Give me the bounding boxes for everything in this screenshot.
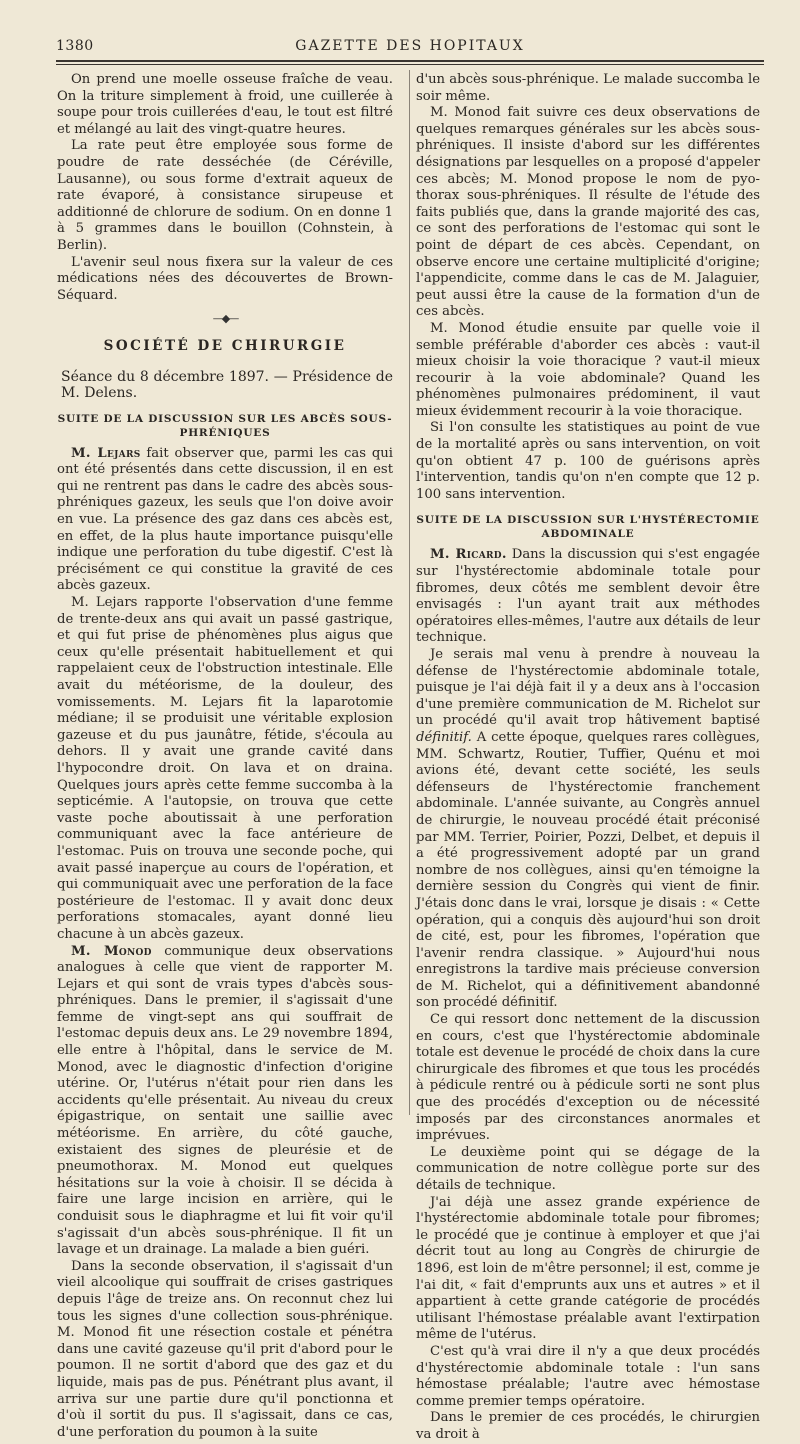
paragraph: Si l'on consulte les statistiques au point de vue de la mortalité après ou sans intervention, on voit qu'on obtient 47 p. 100 de guérisons après l'intervention, tandis qu'on n'en compte que 12 p. 100 sans intervention. [416, 420, 760, 502]
session-line: Séance du 8 décembre 1897. — Présidence de M. Delens. [61, 368, 393, 402]
ornament-separator: —◆— [212, 312, 238, 326]
paragraph [57, 944, 393, 1259]
paragraph: M. Lejars rapporte l'observation d'une femme de trente-deux ans qui avait un passé gastrique, et qui fut prise de phénomènes plus aigus que ceux qu'elle présentait habituellement et qui rappelaient ceux de l'obstruction intestinale. Elle avait du météorisme, de la douleur, des vomissements. M. Lejars fit la laparotomie médiane; il se produisit une véritable explosion gazeuse et du pus jaunâtre, fétide, s'écoula au dehors. Il y avait une grande cavité dans l'hypocondre droit. On lava et on draina. Quelques jours après cette femme succomba à la septicémie. A l'autopsie, on trouva que cette vaste poche aboutissait à une perforation communiquant avec la face antérieure de l'estomac. Puis on trouva une seconde poche, qui avait passé inaperçue au cours de l'opération, et qui communiquait avec une perforation de la face postérieure de l'estomac. Il y avait donc deux perforations stomacales, ayant donné lieu chacune à un abcès gazeux. [57, 595, 393, 942]
paragraph: La rate peut être employée sous forme de poudre de rate desséchée (de Céréville, Lausanne), ou sous forme d'extrait aqueux de rate évaporé, à consistance sirupeuse et additionné de chlorure de sodium. On en donne 1 à 5 grammes dans le bouillon (Cohnstein, à Berlin). [57, 138, 393, 253]
right-column [416, 72, 760, 1444]
paragraph [416, 547, 760, 647]
header-rule-thin [56, 64, 764, 65]
paragraph: L'avenir seul nous fixera sur la valeur de ces médications nées des découvertes de Brown-Séquard. [57, 254, 393, 303]
paragraph-text: A cette époque, quelques rares collègues, MM. Schwartz, Routier, Tuffier, Quénu et moi avions été, devant cette société, les seuls défenseurs de l'hystérectomie franchement abdominale. L'année suivante, au Congrès annuel de chirurgie, le nouveau procédé était préconisé par MM. Terrier, Poirier, Pozzi, Delbet, et depuis il a été progressivement adopté par un grand nombre de nos collègues, ainsi qu'en témoigne la dernière session du Congrès qui vient de finir. J'étais donc dans le vrai, lorsque je disais : « Cette opération, qui a conquis dès aujourd'hui son droit de cité, est, pour les fibromes, l'opération que l'avenir rendra classique. » Aujourd'hui nous enregistrons la tardive mais précieuse conversion de M. Richelot, qui a définitivement abandonné son procédé définitif. [416, 729, 760, 1011]
paragraph-text: fait observer que, parmi les cas qui ont été présentés dans cette discussion, il en est qui ne rentrent pas dans le cadre des abcès sous-phréniques gazeux, les seuls que l'on doive avoir en vue. La présence des gaz dans ces abcès est, en effet, de la plus haute importance puisqu'elle indique une perforation du tube digestif. C'est là précisément ce qui constitue la gravité de ces abcès gazeux. [57, 445, 393, 594]
paragraph: Ce qui ressort donc nettement de la discussion en cours, c'est que l'hystérectomie abdominale totale est devenue le procédé de choix dans la cure chirurgicale des fibromes et que tous les procédés à pédicule rentré ou à pédicule sorti ne sont plus que des procédés d'exception ou de nécessité imposés par des circonstances anormales et imprévues. [416, 1012, 760, 1144]
paragraph: Dans le premier de ces procédés, le chirurgien va droit à [416, 1410, 760, 1442]
paragraph: Le deuxième point qui se dégage de la communication de notre collègue porte sur des détails de technique. [416, 1144, 760, 1193]
speaker-name: M. Lejars [71, 445, 141, 461]
paragraph: Dans la seconde observation, il s'agissait d'un vieil alcoolique qui souffrait de crises gastriques depuis l'âge de treize ans. On reconnut chez lui tous les signes d'une collection sous-phrénique. M. Monod fit une résection costale et pénétra dans une cavité gazeuse qu'il prit d'abord pour le poumon. Il ne sortit d'abord que des gaz et du liquide, mais pas de pus. Pénétrant plus avant, il arriva sur une partie dure qu'il ponctionna et d'où il sortit du pus. Il s'agissait, dans ce cas, d'une perforation du poumon à la suite [57, 1258, 393, 1440]
paragraph-text: Dans la discussion qui s'est engagée sur l'hystérectomie abdominale totale pour fibromes, deux côtés me semblent devoir être envisagés : l'un ayant trait aux méthodes opératoires elles-mêmes, l'autre aux détails de leur technique. [416, 547, 760, 646]
left-column [57, 72, 393, 1441]
page-header [56, 36, 764, 58]
column-divider [409, 70, 410, 1115]
section-title: SOCIÉTÉ DE CHIRURGIE [103, 337, 347, 354]
paragraph: d'un abcès sous-phrénique. Le malade succomba le soir même. [416, 72, 760, 104]
paragraph [57, 446, 393, 595]
paragraph: On prend une moelle osseuse fraîche de veau. On la triture simplement à froid, une cuillerée à soupe pour trois cuillerées d'eau, le tout est filtré et mélangé au lait des vingt-quatre heures. [57, 72, 393, 137]
paragraph: J'ai déjà une assez grande expérience de l'hystérectomie abdominale totale pour fibromes; le procédé que je continue à employer et que j'ai décrit tout au long au Congrès de chirurgie de 1896, est loin de m'être personnel; il est, comme je l'ai dit, « fait d'emprunts aux uns et autres » et il appartient à cette grande catégorie de procédés utilisant l'hémostase préalable avant l'extirpation même de l'utérus. [416, 1194, 760, 1343]
paragraph-text: communique deux observations analogues à celle que vient de rapporter M. Lejars et qui sont de vrais types d'abcès sous-phréniques. Dans le premier, il s'agissait d'une femme de vingt-sept ans qui souffrait de l'estomac depuis deux ans. Le 29 novembre 1894, elle entre à l'hôpital, dans le service de M. Monod, avec le diagnostic d'infection d'origine utérine. Or, l'utérus n'était pour rien dans les accidents qu'elle présentait. Au niveau du creux épigastrique, on sentait une saillie avec météorisme. En arrière, du côté gauche, existaient des signes de pleurésie et de pneumothorax. M. Monod eut quelques hésitations sur la voie à choisir. Il se décida à faire une large incision en arrière, qui le conduisit sous le diaphragme et lui fit voir qu'il s'agissait d'un abcès sous-phrénique. Il fit un lavage et un drainage. La malade a bien guéri. [57, 943, 393, 1258]
subsection-heading: SUITE DE LA DISCUSSION SUR LES ABCÈS SOUS-PHRÉNIQUES [57, 412, 393, 439]
subsection-heading: SUITE DE LA DISCUSSION SUR L'HYSTÉRECTOMIE ABDOMINALE [416, 514, 760, 541]
paragraph-text: Je serais mal venu à prendre à nouveau la défense de l'hystérectomie abdominale totale, puisque je l'ai déjà fait il y a deux ans à l'occasion d'une première communication de M. Richelot sur un procédé qu'il avait trop hâtivement baptisé [416, 647, 760, 729]
speaker-name: M. Ricard. [430, 547, 507, 563]
paragraph [416, 647, 760, 1012]
speaker-name: M. Monod [71, 943, 152, 959]
paragraph: C'est qu'à vrai dire il n'y a que deux procédés d'hystérectomie abdominale totale : l'un sans hémostase préalable; l'autre avec hémostase comme premier temps opératoire. [416, 1343, 760, 1409]
journal-title: GAZETTE DES HOPITAUX [295, 38, 525, 54]
paragraph: M. Monod fait suivre ces deux observations de quelques remarques générales sur les abcès sous-phréniques. Il insiste d'abord sur les différentes désignations par lesquelles on a proposé d'appeler ces abcès; M. Monod propose le nom de pyo-thorax sous-phréniques. Il résulte de l'étude des faits publiés que, dans la grande majorité des cas, ce sont des perforations de l'estomac qui sont le point de départ de ces abcès. Cependant, on observe encore une certaine multiplicité d'origine; l'appendicite, comme dans le cas de M. Jalaguier, peut aussi être la cause de la formation d'un de ces abcès. [416, 105, 760, 320]
paragraph: M. Monod étudie ensuite par quelle voie il semble préférable d'aborder ces abcès : vaut-il mieux choisir la voie thoracique ? vaut-il mieux recourir à la voie abdominale? Quand les phénomènes pulmonaires prédominent, il vaut mieux évidemment recourir à la voie thoracique. [416, 320, 760, 419]
emphasis: définitif. [416, 729, 472, 745]
header-rule [56, 60, 764, 62]
page-number: 1380 [56, 38, 94, 54]
